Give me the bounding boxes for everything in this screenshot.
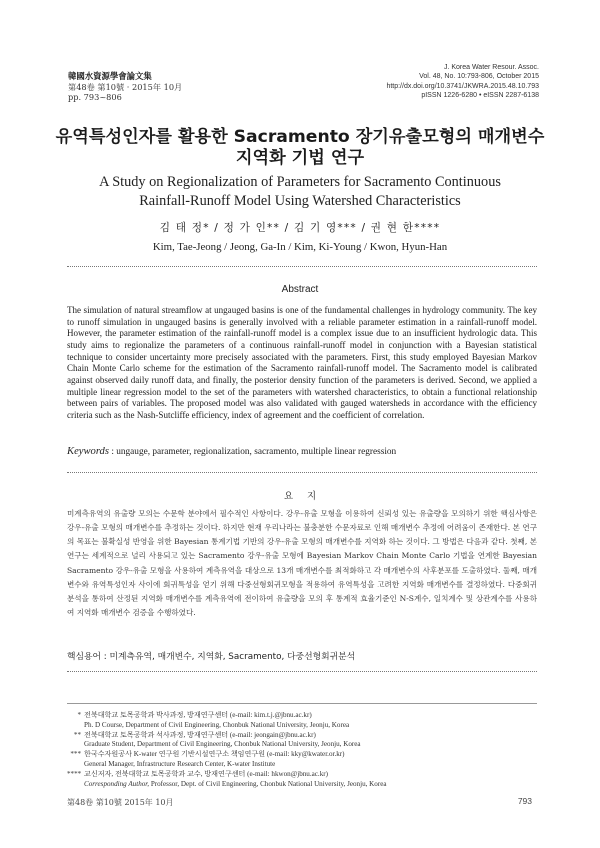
title-english-line2: Rainfall-Runoff Model Using Watershed Characteristics: [139, 192, 461, 209]
abstract-heading: Abstract: [281, 284, 319, 295]
page-number: 793: [517, 796, 532, 806]
keywords-korean: 핵심용어 : 미계측유역, 매개변수, 지역화, Sacramento, 다중선형회귀분석: [67, 652, 356, 662]
keywords-label: Keywords: [67, 446, 109, 457]
abstract-text: The simulation of natural streamflow at ungauged basins is one of the fundamental challenges in hydrology community. The key to runoff simulation in ungauged basins is generally involved with a reliable parameter estimation in a rainfall-runoff model. However, the parameter estimation of the rainfall-runoff model is a complex issue due to an insufficient hydrologic data. This study aims to regionalize the parameters of a continuous rainfall-runoff model in conjunction with a Bayesian statistical technique to consider uncertainty more precisely associated with the parameters. First, this study employed Bayesian Markov Chain Monte Carlo scheme for the estimation of the Sacramento rainfall-runoff model. The Sacramento model is calibrated against observed daily runoff data, and finally, the posterior density function of the parameters is derived. Second, we applied a multiple linear regression model to the set of the parameters with watershed characteristics, to obtain a functional relationship between pairs of variables. The proposed model was also validated with gauged watersheds in accordance with the efficiency criteria such as the Nash-Sutcliffe efficiency, index of agreement and the coefficient of correlation.: [67, 305, 537, 420]
journal-header-right: [386, 63, 539, 101]
footnote-line-ko: 전북대학교 토목공학과 박사과정, 방재연구센터 (e-mail: kim.t.j.@jbnu.ac.kr): [84, 711, 312, 719]
corresponding-author-label: Corresponding Author,: [84, 779, 150, 788]
footnote-line-ko: 교신저자, 전북대학교 토목공학과 교수, 방재연구센터 (e-mail: hkwon@jbnu.ac.kr): [84, 769, 328, 778]
divider-yoji: [67, 671, 537, 672]
footnote-line-en: Ph. D Course, Department of Civil Engineering, Chonbuk National University, Jeonju, Korea: [84, 720, 350, 729]
keywords-text: : ungauge, parameter, regionalization, sacramento, multiple linear regression: [111, 447, 397, 457]
footnote-line-ko: 전북대학교 토목공학과 석사과정, 방재연구센터 (e-mail: jeongain@jbnu.ac.kr): [84, 730, 316, 739]
journal-abbrev: J. Korea Water Resour. Assoc.: [443, 64, 539, 71]
journal-header-left: [68, 71, 182, 103]
title-korean-line2: 지역화 기법 연구: [235, 148, 365, 168]
yoji-text: 미계측유역의 유출량 모의는 수문학 분야에서 필수적인 사항이다. 강우-유출 모형을 이용하여 신뢰성 있는 유출량을 모의하기 위한 핵심사항은 강우-유출 모형의 매개변수를 추정하는 것이다. 하지만 현재 우리나라는 불충분한 수문자료로 인해 매개변수 추정에 어려움이 존재한다. 본 연구의 목표는 불확실성 반영을 위한 Bayesian 통계기법 기반의 강우-유출 모형의 매개변수를 지역화 하는 것이다. 그 방법은 다음과 같다. 첫째, 본 연구는 세계적으로 널리 사용되고 있는 Sacramento 강우-유출 모형에 Bayesian Markov Chain Monte Carlo 기법을 연계한 Bayesian Sacramento 강우-유출 모형을 사용하여 계측유역을 대상으로 13개 매개변수를 최적화하고 각 매개변수의 사후분포를 도출하였다. 둘째, 매개변수와 유역특성인자 사이에 회귀특성을 얻기 위해 다중선형회귀모형을 적용하여 유역특성을 고려한 지역화 매개변수를 결정하였다. 다중회귀분석을 통하여 산정된 지역화 매개변수를 계측유역에 전이하여 유출량을 모의 후 통계적 효율기준인 N-S계수, 일치계수 및 상관계수를 사용하여 지역화 매개변수 검증을 수행하였다.: [67, 509, 537, 618]
footnote-2: [67, 731, 547, 751]
footnote-mark: *: [77, 711, 81, 719]
footnote-line-ko: 한국수자원공사 K-water 연구원 기반시설연구소 책임연구원 (e-mail: kky@kwater.or.kr): [84, 750, 345, 759]
authors-english: Kim, Tae-Jeong / Jeong, Ga-In / Kim, Ki-Young / Kwon, Hyun-Han: [152, 241, 448, 253]
authors-korean: 김 태 정* / 정 가 인** / 김 기 영*** / 권 현 한****: [159, 222, 441, 234]
doi-link[interactable]: http://dx.doi.org/10.3741/JKWRA.2015.48.10.793: [386, 82, 539, 90]
footnotes: [67, 711, 547, 789]
journal-volume-en: Vol. 48, No. 10:793-806, October 2015: [419, 73, 539, 81]
footnote-1: [67, 711, 547, 731]
journal-pages-line: pp. 793~806: [68, 92, 122, 103]
footnote-rule: [67, 703, 537, 704]
footnote-4: [67, 770, 547, 790]
journal-volume-line: 第48卷 第10號 · 2015年 10月: [68, 81, 183, 92]
title-english-line1: A Study on Regionalization of Parameters for Sacramento Continuous: [99, 174, 501, 190]
yoji-heading: 요지: [283, 491, 331, 502]
title-korean: [0, 127, 600, 169]
footnote-mark: ***: [70, 750, 81, 759]
divider-authors: [67, 266, 537, 267]
divider-abstract: [67, 472, 537, 473]
footnote-line-en-rest: Professor, Dept. of Civil Engineering, Chonbuk National University, Jeonju, Korea: [149, 779, 387, 788]
footer-volume: 第48卷 第10號 2015年 10月: [67, 798, 174, 807]
issn-line: pISSN 1226-6280 • eISSN 2287-6138: [421, 92, 539, 100]
footnote-line-en: Graduate Student, Department of Civil Engineering, Chonbuk National University, Jeonju, Korea: [84, 740, 361, 749]
footnote-mark: ****: [67, 769, 82, 778]
keywords: [67, 446, 537, 457]
footnote-mark: **: [73, 730, 81, 739]
footnote-line-en: General Manager, Infrastructure Research Center, K-water Institute: [84, 759, 276, 768]
journal-name: 韓國水資源學會論文集: [68, 71, 152, 81]
footnote-line-en: [84, 780, 387, 790]
footnote-3: [67, 750, 547, 770]
title-korean-line1: 유역특성인자를 활용한 Sacramento 장기유출모형의 매개변수: [55, 127, 545, 147]
title-english: [0, 173, 600, 210]
